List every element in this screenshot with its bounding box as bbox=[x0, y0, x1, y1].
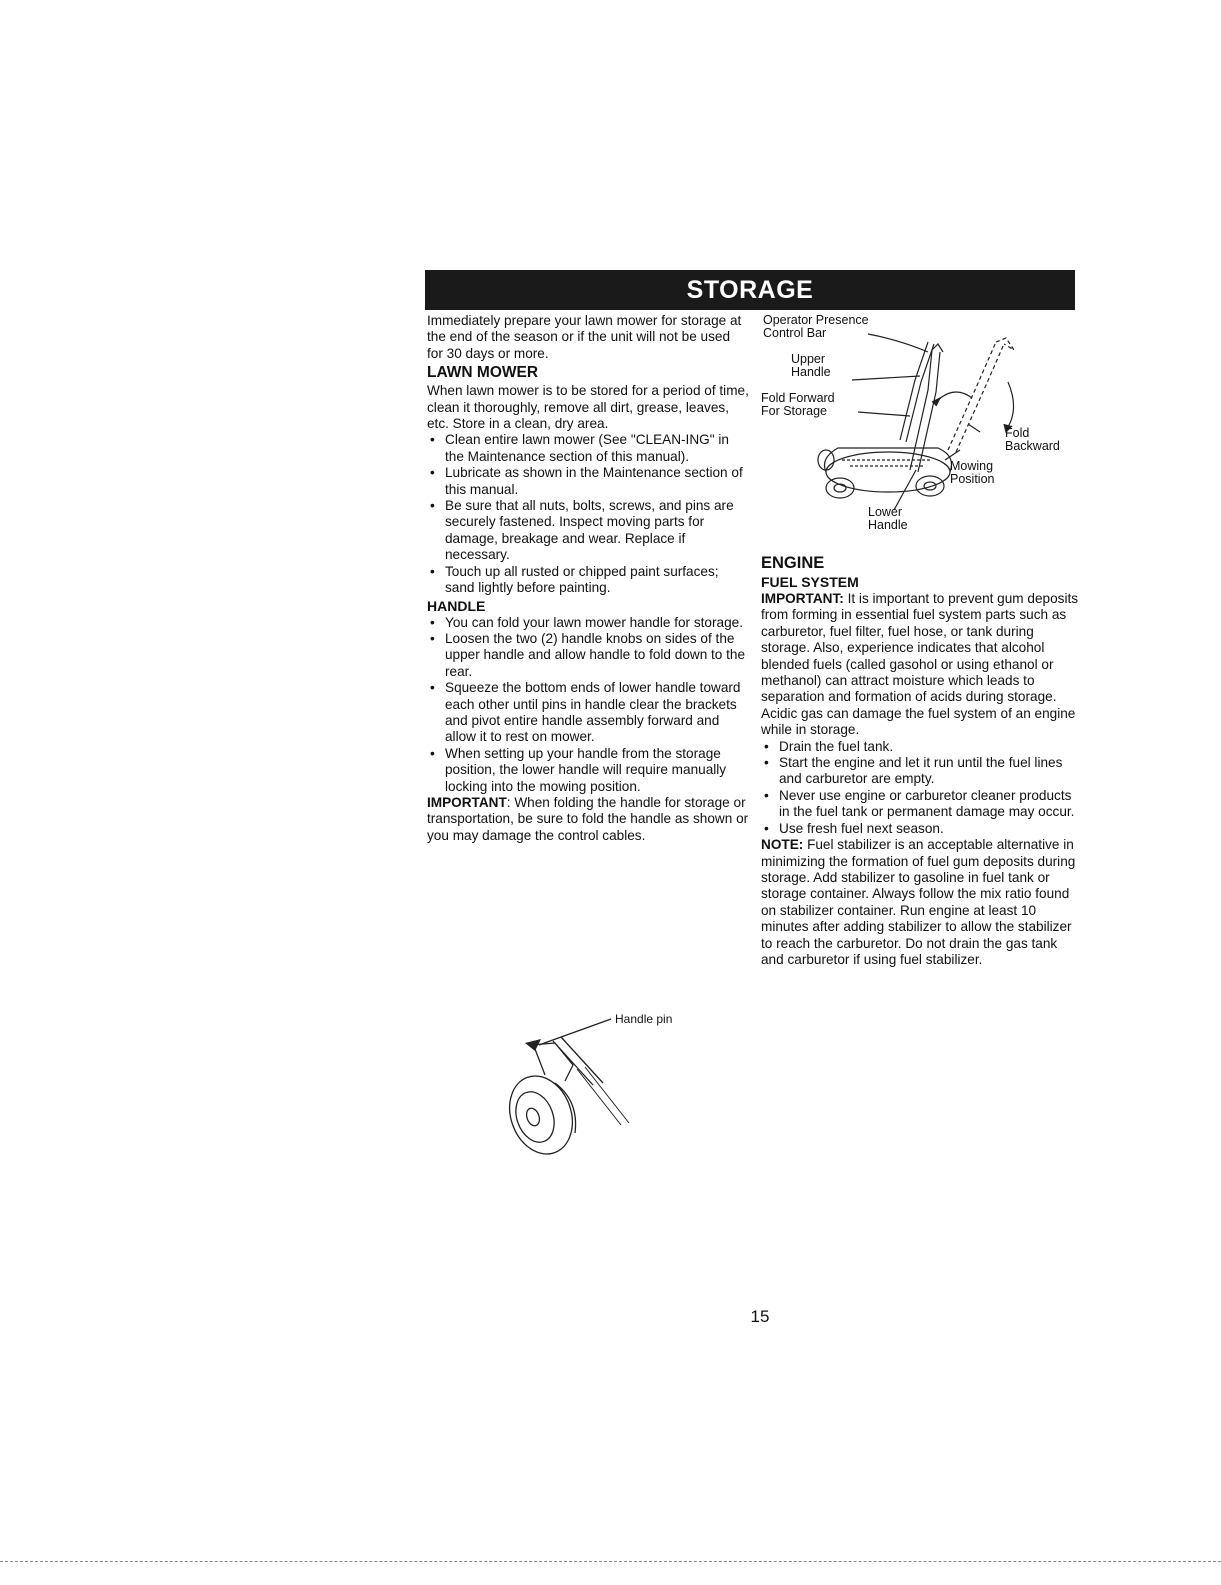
list-item: • Start the engine and let it run until the fuel lines and carburetor are empty. bbox=[761, 755, 1079, 788]
note-text: Fuel stabilizer is an acceptable alternative in minimizing the formation of fuel gum deposits during storage. Add stabilizer to gasoline in fuel tank or storage container. Always follow the mix ratio found on stabilizer container. Run engine at least 10 minutes after adding stabilizer to allow the stabilizer to reach the carburetor. Do not drain the gas tank and carburetor if using fuel stabilizer. bbox=[761, 837, 1076, 967]
list-item: • Use fresh fuel next season. bbox=[761, 821, 1079, 837]
label-fold-forward: Fold Forward For Storage bbox=[761, 391, 835, 418]
right-column bbox=[761, 554, 1079, 968]
important-label: IMPORTANT bbox=[427, 794, 507, 810]
fuel-system-heading: FUEL SYSTEM bbox=[761, 574, 859, 590]
lawn-mower-heading: LAWN MOWER bbox=[427, 364, 539, 382]
handle-important-note bbox=[427, 795, 749, 844]
fuel-note-paragraph bbox=[761, 837, 1079, 968]
important-label: IMPORTANT: bbox=[761, 591, 844, 606]
note-label: NOTE: bbox=[761, 837, 804, 853]
lawn-mower-paragraph: When lawn mower is to be stored for a period of time, clean it thoroughly, remove all dirt, grease, leaves, etc. Store in a clean, dry area. bbox=[427, 383, 749, 432]
label-handle-pin: Handle pin bbox=[615, 1012, 673, 1026]
list-item: • When setting up your handle from the storage position, the lower handle will require manually locking into the mowing position. bbox=[427, 746, 749, 795]
handle-heading: HANDLE bbox=[427, 597, 486, 614]
handle-bullets bbox=[427, 615, 749, 795]
list-item: • Touch up all rusted or chipped paint surfaces; sand lightly before painting. bbox=[427, 564, 749, 597]
page-number: 15 bbox=[750, 1307, 770, 1326]
left-column bbox=[427, 313, 749, 844]
list-item: • Never use engine or carburetor cleaner products in the fuel tank or permanent damage may occur. bbox=[761, 788, 1079, 821]
handle-pin-diagram bbox=[495, 1005, 725, 1165]
list-item: • Squeeze the bottom ends of lower handle toward each other until pins in handle clear the brackets and pivot entire handle assembly forward and allow it to rest on mower. bbox=[427, 680, 749, 746]
label-upper-handle: Upper Handle bbox=[791, 352, 831, 379]
lawn-mower-bullets bbox=[427, 432, 749, 596]
list-item: • Loosen the two (2) handle knobs on sides of the upper handle and allow handle to fold down to the rear. bbox=[427, 631, 749, 680]
fuel-bullets bbox=[761, 739, 1079, 837]
label-fold-backward: Fold Backward bbox=[1005, 426, 1060, 453]
intro-paragraph: Immediately prepare your lawn mower for storage at the end of the season or if the unit will not be used for 30 days or more. bbox=[427, 313, 742, 361]
section-title-banner: STORAGE bbox=[425, 270, 1075, 310]
list-item: • Drain the fuel tank. bbox=[761, 739, 1079, 755]
important-text: : When folding the handle for storage or transportation, be sure to fold the handle as shown or you may damage the control cables. bbox=[427, 794, 749, 843]
label-lower-handle: Lower Handle bbox=[868, 505, 908, 532]
engine-heading: ENGINE bbox=[761, 554, 825, 572]
fuel-important-paragraph bbox=[761, 591, 1079, 739]
scan-edge-line bbox=[0, 1561, 1221, 1562]
list-item: • Clean entire lawn mower (See "CLEAN-ING" in the Maintenance section of this manual). bbox=[427, 432, 749, 465]
important-text: It is important to prevent gum deposits from forming in essential fuel system parts such as carburetor, fuel filter, fuel hose, or tank during storage. Also, experience indicates that alcohol blended fuels (called gasohol or using ethanol or methanol) can attract moisture which leads to separation and formation of acids during storage. Acidic gas can damage the fuel system of an engine while in storage. bbox=[761, 591, 1079, 738]
label-mowing-position: Mowing Position bbox=[950, 459, 995, 486]
list-item: • Be sure that all nuts, bolts, screws, and pins are securely fastened. Inspect moving parts for damage, breakage and wear. Replace if necessary. bbox=[427, 498, 749, 564]
list-item: • You can fold your lawn mower handle for storage. bbox=[427, 615, 749, 631]
label-operator-presence: Operator Presence Control Bar bbox=[763, 313, 869, 340]
list-item: • Lubricate as shown in the Maintenance section of this manual. bbox=[427, 465, 749, 498]
